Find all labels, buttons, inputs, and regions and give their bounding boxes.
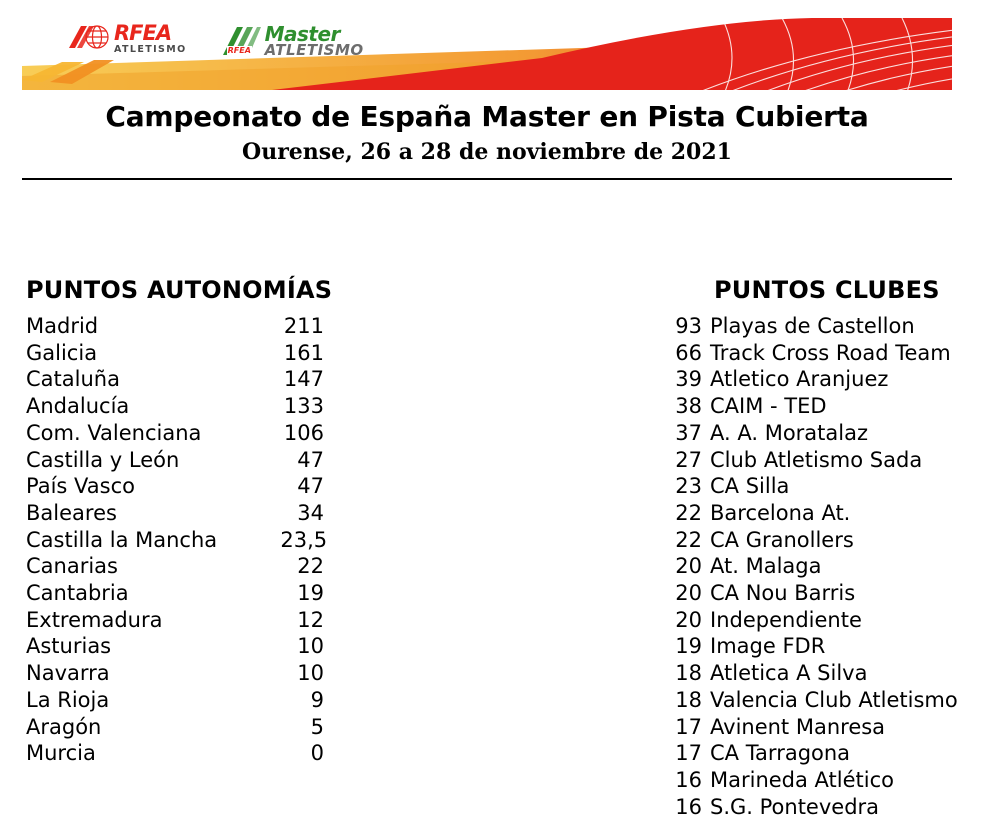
region-name: Cataluña — [26, 367, 120, 392]
club-points: 20 — [675, 581, 702, 606]
page-title: Campeonato de España Master en Pista Cubierta — [105, 100, 869, 133]
list-item — [26, 340, 356, 367]
list-item — [650, 580, 980, 607]
master-chevron-icon — [221, 25, 261, 57]
title-block — [22, 100, 952, 165]
region-name: Navarra — [26, 661, 110, 686]
club-name: CAIM - TED — [710, 394, 827, 419]
club-points: 20 — [675, 554, 702, 579]
list-item — [650, 420, 980, 447]
club-points: 22 — [675, 500, 702, 525]
master-logo — [221, 24, 364, 58]
master-subwordmark: ATLETISMO — [264, 41, 364, 59]
list-item — [650, 633, 980, 660]
list-item — [650, 500, 980, 527]
club-name: CA Nou Barris — [710, 581, 856, 606]
club-points: 17 — [675, 741, 702, 766]
list-item — [26, 313, 356, 340]
clubes-list — [650, 313, 980, 820]
autonomias-heading: PUNTOS AUTONOMÍAS — [26, 276, 333, 304]
region-points: 47 — [297, 474, 324, 499]
rfea-globe-icon — [67, 22, 109, 56]
club-points: 20 — [675, 607, 702, 632]
list-item — [26, 633, 356, 660]
club-points: 18 — [675, 687, 702, 712]
region-name: Cantabria — [26, 581, 129, 606]
region-points: 10 — [297, 634, 324, 659]
club-points: 39 — [675, 367, 702, 392]
club-points: 66 — [675, 340, 702, 365]
club-points: 17 — [675, 714, 702, 739]
club-points: 38 — [675, 394, 702, 419]
list-item — [650, 607, 980, 634]
header-banner — [22, 18, 952, 90]
clubes-heading: PUNTOS CLUBES — [714, 276, 940, 304]
club-name: Valencia Club Atletismo — [710, 687, 958, 712]
club-points: 18 — [675, 661, 702, 686]
region-name: Canarias — [26, 554, 118, 579]
list-item — [650, 660, 980, 687]
list-item — [650, 447, 980, 474]
club-points: 16 — [675, 767, 702, 792]
region-name: La Rioja — [26, 687, 110, 712]
region-points: 133 — [283, 394, 324, 419]
list-item — [26, 420, 356, 447]
rfea-wordmark: RFEA — [114, 21, 172, 46]
list-item — [650, 687, 980, 714]
club-name: CA Silla — [710, 474, 790, 499]
club-name: Marineda Atlético — [710, 767, 895, 792]
list-item — [650, 714, 980, 741]
club-points: 22 — [675, 527, 702, 552]
region-points: 0 — [310, 741, 324, 766]
club-points: 27 — [675, 447, 702, 472]
list-item — [650, 553, 980, 580]
list-item — [26, 660, 356, 687]
club-name: A. A. Moratalaz — [710, 420, 868, 445]
region-points: 147 — [283, 367, 324, 392]
rfea-subwordmark: ATLETISMO — [114, 44, 187, 56]
region-points: 106 — [283, 420, 324, 445]
list-item — [650, 366, 980, 393]
club-name: Playas de Castellon — [710, 314, 915, 338]
autonomias-section — [26, 276, 356, 767]
list-item — [650, 740, 980, 767]
list-item — [26, 607, 356, 634]
club-name: Barcelona At. — [710, 500, 851, 525]
list-item — [650, 313, 980, 340]
list-item — [26, 580, 356, 607]
club-name: Atletica A Silva — [710, 661, 868, 686]
club-name: Avinent Manresa — [710, 714, 886, 739]
list-item — [650, 393, 980, 420]
club-name: Track Cross Road Team — [710, 340, 951, 365]
region-name: Murcia — [26, 741, 96, 766]
master-wordmark: Master — [264, 22, 340, 46]
logo-group — [67, 22, 364, 58]
list-item — [26, 714, 356, 741]
list-item — [26, 687, 356, 714]
list-item — [26, 447, 356, 474]
list-item — [650, 767, 980, 794]
region-name: Castilla la Mancha — [26, 527, 218, 552]
region-name: Asturias — [26, 634, 112, 659]
club-points: 37 — [675, 420, 702, 445]
rfea-logo — [67, 22, 187, 56]
page-subtitle: Ourense, 26 a 28 de noviembre de 2021 — [242, 139, 732, 165]
region-name: Baleares — [26, 500, 117, 525]
autonomias-list — [26, 313, 356, 767]
region-name: Galicia — [26, 340, 98, 365]
region-points: 5 — [310, 714, 324, 739]
region-points: 23,5 — [280, 527, 328, 552]
club-points: 93 — [675, 314, 702, 338]
region-points: 10 — [297, 661, 324, 686]
list-item — [650, 340, 980, 367]
club-name: Atletico Aranjuez — [710, 367, 889, 392]
club-name: At. Malaga — [710, 554, 822, 579]
header-divider — [22, 178, 952, 180]
clubes-section — [650, 276, 980, 820]
region-name: Castilla y León — [26, 447, 180, 472]
region-name: Andalucía — [26, 394, 130, 419]
club-name: CA Granollers — [710, 527, 854, 552]
list-item — [650, 794, 980, 821]
club-name: Image FDR — [710, 634, 826, 659]
region-points: 211 — [283, 314, 324, 338]
region-points: 12 — [297, 607, 324, 632]
master-rfea-badge: RFEA — [227, 46, 251, 55]
club-name: Club Atletismo Sada — [710, 447, 923, 472]
region-name: País Vasco — [26, 474, 135, 499]
club-name: Independiente — [710, 607, 862, 632]
region-name: Madrid — [26, 314, 99, 338]
list-item — [26, 500, 356, 527]
club-points: 19 — [675, 634, 702, 659]
region-points: 161 — [283, 340, 324, 365]
list-item — [26, 393, 356, 420]
list-item — [26, 740, 356, 767]
region-name: Com. Valenciana — [26, 420, 202, 445]
club-points: 16 — [675, 794, 702, 819]
region-points: 47 — [297, 447, 324, 472]
club-name: S.G. Pontevedra — [710, 794, 880, 819]
region-points: 34 — [297, 500, 324, 525]
list-item — [650, 473, 980, 500]
club-points: 23 — [675, 474, 702, 499]
list-item — [26, 553, 356, 580]
list-item — [26, 366, 356, 393]
region-points: 22 — [297, 554, 324, 579]
club-name: CA Tarragona — [710, 741, 851, 766]
region-points: 9 — [310, 687, 324, 712]
list-item — [26, 473, 356, 500]
list-item — [26, 527, 356, 554]
list-item — [650, 527, 980, 554]
region-name: Extremadura — [26, 607, 163, 632]
region-points: 19 — [297, 581, 324, 606]
region-name: Aragón — [26, 714, 102, 739]
